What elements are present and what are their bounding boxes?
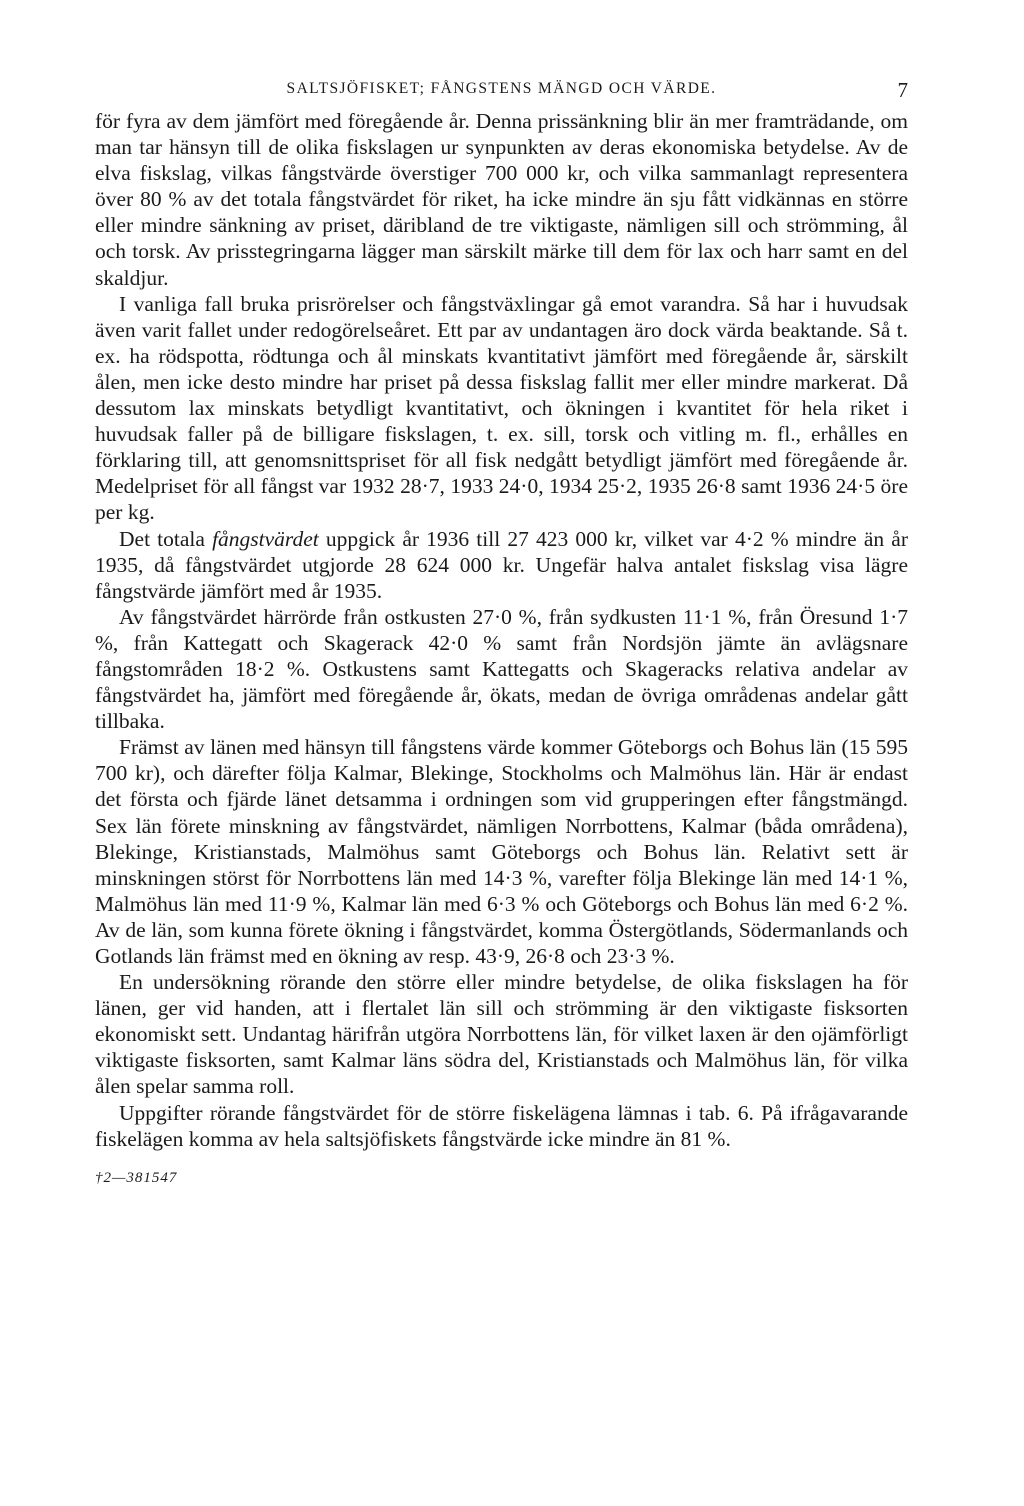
paragraph-tail-text: uppgick år 1936 till 27 423 000 kr, vilket var 4·2 % mindre än år 1935, då fångstvärdet utgjorde 28 624 000 kr. Ungefär halva antalet fiskslag visa lägre fångstvärde jämfört med år 1935. bbox=[95, 526, 908, 603]
body-text bbox=[95, 108, 908, 1152]
paragraph-total-catch-value bbox=[95, 526, 908, 604]
page-number: 7 bbox=[897, 78, 908, 102]
running-title: SALTSJÖFISKET; FÅNGSTENS MÄNGD OCH VÄRDE. bbox=[286, 80, 717, 97]
paragraph-fishing-villages: Uppgifter rörande fångstvärdet för de större fiskelägena lämnas i tab. 6. På ifrågavarande fiskelägen komma av hela saltsjöfiskets fångstvärde icke mindre än 81 %. bbox=[95, 1100, 908, 1151]
paragraph-species-importance: En undersökning rörande den större eller mindre betydelse, de olika fiskslagen ha för länen, ger vid handen, att i flertalet län sill och strömming är den viktigaste fisksorten ekonomiskt sett. Undantag härifrån utgöra Norrbottens län, för vilket laxen är den ojämförligt viktigaste fisksorten, samt Kalmar läns södra del, Kristianstads och Malmöhus län, för vilka ålen spelar samma roll. bbox=[95, 970, 908, 1099]
emphasis-term: fångstvärdet bbox=[212, 526, 319, 551]
paragraph-price-movements: I vanliga fall bruka prisrörelser och fångstväxlingar gå emot varandra. Så har i huvudsak även varit fallet under redogörelseåret. Ett par av undantagen äro dock värda beaktande. Så t. ex. ha rödspotta, rödtunga och ål minskats kvantitativt jämfört med föregående år, särskilt ålen, men icke desto mindre har priset på dessa fiskslag fallit mer eller mindre markerat. Då dessutom lax minskats betydligt kvantitativt, och ökningen i kvantitet för hela riket i huvudsak faller på de billigare fiskslagen, t. ex. sill, torsk och vitling m. fl., erhålles en förklaring till, att genomsnittspriset för all fisk nedgått betydligt jämfört med föregående år. Medelpriset för all fångst var 1932 28·7, 1933 24·0, 1934 25·2, 1935 26·8 samt 1936 24·5 öre per kg. bbox=[95, 291, 908, 525]
paragraph-county-ranking: Främst av länen med hänsyn till fångstens värde kommer Göteborgs och Bohus län (15 595 700 kr), och därefter följa Kalmar, Blekinge, Stockholms och Malmöhus län. Här är endast det första och fjärde länet detsamma i ordningen som vid grupperingen efter fångstmängd. Sex län förete minskning av fångstvärdet, nämligen Norrbottens, Kalmar (båda områdena), Blekinge, Kristianstads, Malmöhus samt Göteborgs och Bohus län. Relativt sett är minskningen störst för Norrbottens län med 14·3 %, varefter följa Blekinge län med 14·1 %, Malmöhus län med 11·9 %, Kalmar län med 6·3 % och Göteborgs och Bohus län med 6·2 %. Av de län, som kunna förete ökning i fångstvärdet, komma Östergötlands, Södermanlands och Gotlands län främst med en ökning av resp. 43·9, 26·8 och 23·3 %. bbox=[95, 735, 908, 968]
paragraph-regional-shares: Av fångstvärdet härrörde från ostkusten 27·0 %, från sydkusten 11·1 %, från Öresund 1·7 %, från Kattegatt och Skagerack 42·0 % samt från Nordsjön jämte än avlägsnare fångstområden 18·2 %. Ostkustens samt Kattegatts och Skageracks relativa andelar av fångstvärdet ha, jämfört med föregående år, ökats, medan de övriga områdenas andelar gått tillbaka. bbox=[95, 604, 908, 734]
running-head bbox=[95, 78, 908, 108]
paragraph-lead-text: Det totala bbox=[119, 526, 213, 551]
printer-mark: †2—381547 bbox=[95, 1169, 178, 1186]
paragraph-continuation: för fyra av dem jämfört med föregående år. Denna prissänkning blir än mer framträdande, om man tar hänsyn till de olika fiskslagen ur synpunkten av deras ekonomiska betydelse. Av de elva fiskslag, vilkas fångstvärde överstiger 700 000 kr, och vilka sammanlagt representera över 80 % av det totala fångstvärdet för riket, ha icke mindre än sju fått vidkännas en större eller mindre sänkning av priset, däribland de tre viktigaste, nämligen sill och strömming, ål och torsk. Av prisstegringarna lägger man särskilt märke till dem för lax och harr samt en del skaldjur. bbox=[95, 109, 908, 290]
document-page bbox=[95, 78, 908, 1187]
